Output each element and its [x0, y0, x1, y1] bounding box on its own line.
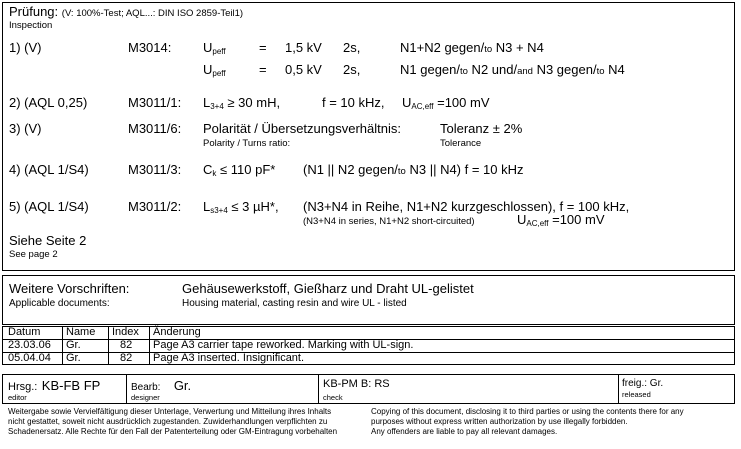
test2-frequency: f = 10 kHz,: [322, 95, 385, 110]
test3-code: M3011/6:: [128, 121, 182, 136]
see-page-de: Siehe Seite 2: [9, 233, 87, 248]
test1-line2-symbol: $U_{peff}$: [203, 62, 226, 78]
test1-line2-value: 0,5 kV: [285, 62, 322, 77]
test1-line2-eq: =: [259, 62, 267, 77]
change-header-name: Name: [66, 326, 96, 338]
test4-desc: (N1 || N2 gegen/to N3 || N4) f = 10 kHz: [303, 162, 524, 177]
change-row2-name: Gr.: [66, 352, 81, 364]
test5-voltage: $U_{AC,eff} =100$ mV: [517, 212, 605, 228]
designer-field: Bearb: Gr.: [131, 378, 192, 393]
inspection-frame: [2, 2, 735, 271]
legal-de-line1: Weitergabe sowie Vervielfältigung dieser Unterlage, Verwertung und Mitteilung ihres Inhalts: [8, 407, 332, 416]
legal-en-line2: purposes without express written authorization by use illegally forbidden.: [371, 417, 628, 426]
test1-line1-value: 1,5 kV: [285, 40, 322, 55]
change-row1-index: 82: [120, 339, 133, 351]
change-row1-name: Gr.: [66, 339, 81, 351]
inspection-subtitle: Inspection: [9, 20, 53, 31]
editor-field: Hrsg.: KB-FB FP: [8, 378, 101, 393]
test3-polarity: Polarität / Übersetzungsverhältnis:: [203, 121, 401, 136]
test5-code: M3011/2:: [128, 199, 182, 214]
change-table-col-rule: [108, 326, 109, 365]
test5-desc-en: (N3+N4 in series, N1+N2 short-circuited): [303, 216, 475, 227]
test4-capacitance: $C_k \le 110$ pF*: [203, 162, 276, 178]
documents-label-en: Applicable documents:: [9, 298, 110, 309]
change-table-rule: [2, 352, 735, 353]
change-table-col-rule: [149, 326, 150, 365]
legal-en-line3: Any offenders are liable to pay all relevant damages.: [371, 427, 558, 436]
test5-inductance: $L_{s3+4} \le 3$ µH*,: [203, 199, 279, 215]
check-label-en: check: [323, 393, 343, 402]
test3-num: 3) (V): [9, 121, 42, 136]
change-header-date: Datum: [8, 326, 41, 338]
change-header-index: Index: [112, 326, 139, 338]
change-row2-text: Page A3 inserted. Insignificant.: [153, 352, 305, 364]
test2-inductance: $L_{3+4} \ge 30$ mH,: [203, 95, 281, 111]
change-row1-date: 23.03.06: [8, 339, 51, 351]
test4-num: 4) (AQL 1/S4): [9, 162, 89, 177]
legal-de-line2: nicht gestattet, soweit nicht ausdrücklich zugestanden. Zuwiderhandlungen verpflichten zu: [8, 417, 328, 426]
change-header-change: Änderung: [153, 326, 201, 338]
documents-text-en: Housing material, casting resin and wire UL - listed: [182, 298, 407, 309]
released-field: freig.: Gr.: [622, 378, 664, 389]
change-row2-date: 05.04.04: [8, 352, 51, 364]
legal-de-line3: Schadenersatz. Alle Rechte für den Fall der Patenterteilung oder GM-Eintragung vorbehalten: [8, 427, 338, 436]
test3-polarity-en: Polarity / Turns ratio:: [203, 138, 291, 149]
test2-code: M3011/1:: [128, 95, 182, 110]
released-label-en: released: [622, 390, 651, 399]
editor-label-en: editor: [8, 393, 27, 402]
test2-num: 2) (AQL 0,25): [9, 95, 88, 110]
documents-label-de: Weitere Vorschriften:: [9, 281, 130, 296]
test1-line1-symbol: $U_{peff}$: [203, 40, 226, 56]
signature-col-rule: [318, 374, 319, 404]
test1-line2-time: 2s,: [343, 62, 361, 77]
test1-line2-desc: N1 gegen/to N2 und/and N3 gegen/to N4: [400, 62, 625, 77]
change-table-col-rule: [62, 326, 63, 365]
check-field: KB-PM B: RS: [323, 378, 390, 390]
test3-tolerance-en: Tolerance: [440, 138, 482, 149]
test5-desc: (N3+N4 in Reihe, N1+N2 kurzgeschlossen), f = 100 kHz,: [303, 199, 630, 214]
test2-voltage: $U_{AC,eff} =100$ mV: [402, 95, 490, 111]
designer-label-en: designer: [131, 393, 160, 402]
legal-en-line1: Copying of this document, disclosing it to third parties or using the contents there for any: [371, 407, 684, 416]
documents-text-de: Gehäusewerkstoff, Gießharz und Draht UL-gelistet: [182, 281, 474, 296]
test1-line1-time: 2s,: [343, 40, 361, 55]
test1-line1-desc: N1+N2 gegen/to N3 + N4: [400, 40, 544, 55]
test1-code: M3014:: [128, 40, 172, 55]
test4-code: M3011/3:: [128, 162, 182, 177]
signature-col-rule: [618, 374, 619, 404]
change-row1-text: Page A3 carrier tape reworked. Marking with UL-sign.: [153, 339, 414, 351]
see-page-en: See page 2: [9, 249, 58, 260]
change-row2-index: 82: [120, 352, 133, 364]
test3-tolerance: Toleranz ± 2%: [440, 121, 523, 136]
signature-col-rule: [126, 374, 127, 404]
test5-num: 5) (AQL 1/S4): [9, 199, 89, 214]
test1-num: 1) (V): [9, 40, 42, 55]
inspection-title: Prüfung: (V: 100%-Test; AQL...: DIN ISO 2859-Teil1): [9, 4, 244, 19]
test1-line1-eq: =: [259, 40, 267, 55]
